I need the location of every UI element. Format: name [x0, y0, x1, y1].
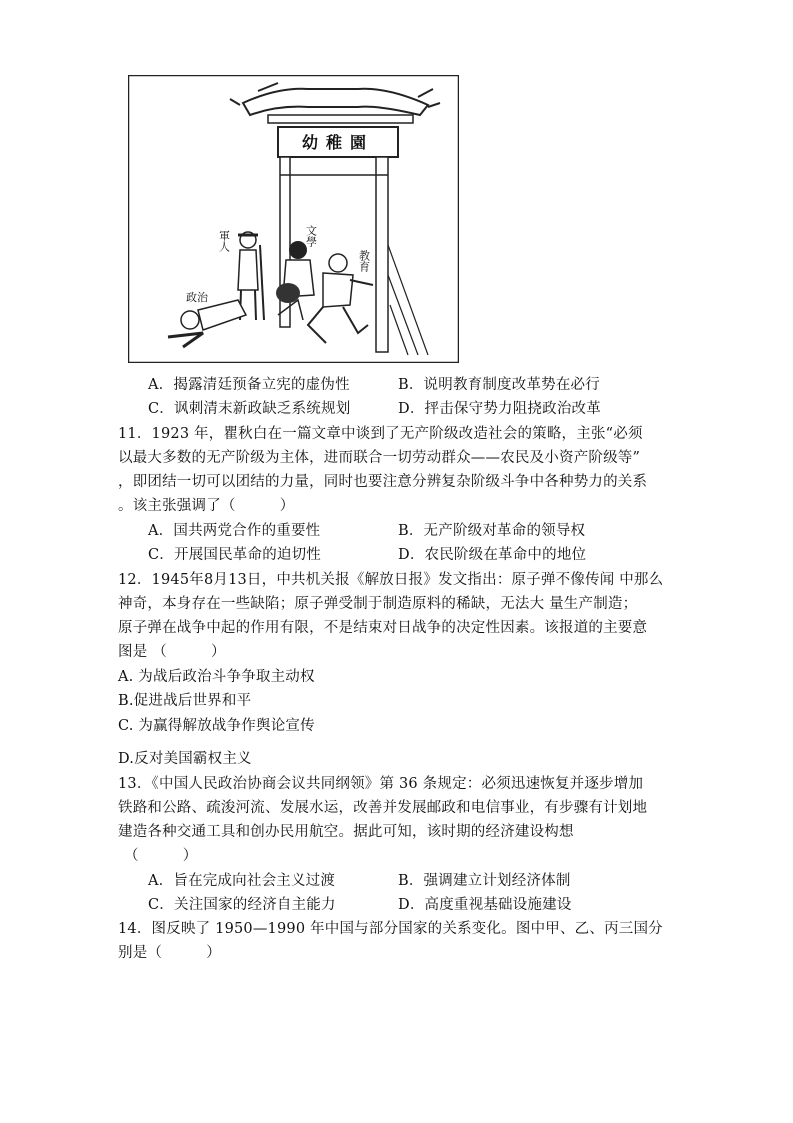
q11-option-d: D．农民阶级在革命中的地位 — [398, 547, 587, 563]
q12-option-b: B.促进战后世界和平 — [118, 693, 252, 709]
q12-option-a: A. 为战后政治斗争争取主动权 — [118, 669, 315, 685]
label-literature: 文學 — [304, 225, 318, 247]
q13-stem-line: 13．《中国人民政治协商会议共同纲领》第 36 条规定：必须迅速恢复并逐步增加 — [118, 776, 644, 792]
q12-stem-line: 图是 （ ） — [118, 644, 226, 660]
q14-stem-line: 别是（ ） — [118, 945, 221, 961]
q12-option-c: C. 为赢得解放战争作舆论宣传 — [118, 718, 315, 734]
q10-option-a: A．揭露清廷预备立宪的虚伪性 — [148, 377, 350, 393]
cartoon-figure — [128, 75, 459, 363]
q10-option-c: C．讽刺清末新政缺乏系统规划 — [148, 401, 351, 417]
q14-stem-line: 14．图反映了 1950—1990 年中国与部分国家的关系变化。图中甲、乙、丙三国分 — [118, 921, 663, 937]
q12-stem-line: 原子弹在战争中起的作用有限，不是结束对日战争的决定性因素。该报道的主要意 — [118, 620, 648, 636]
q11-option-b: B．无产阶级对革命的领导权 — [398, 523, 586, 539]
q11-stem-line: ，即团结一切可以团结的力量，同时也要注意分辨复杂阶级斗争中各种势力的关系 — [118, 474, 648, 490]
q13-stem-line: （ ） — [124, 848, 198, 864]
q11-option-a: A．国共两党合作的重要性 — [148, 523, 321, 539]
q11-stem-line: 以最大多数的无产阶级为主体，进而联合一切劳动群众——农民及小资产阶级等” — [118, 450, 641, 466]
q10-option-b: B．说明教育制度改革势在必行 — [398, 377, 600, 393]
q12-option-d: D.反对美国霸权主义 — [118, 751, 252, 767]
q13-option-d: D．高度重视基础设施建设 — [398, 897, 572, 913]
q12-stem-line: 神奇，本身存在一些缺陷；原子弹受制于制造原料的稀缺，无法大 量生产制造； — [118, 596, 638, 612]
q11-stem-line: 。该主张强调了（ ） — [118, 498, 295, 514]
q12-stem-line: 12．1945年8月13日，中共机关报《解放日报》发文指出：原子弹不像传闻 中那么 — [118, 572, 664, 588]
label-education: 教育 — [357, 250, 371, 272]
q13-stem-line: 铁路和公路、疏浚河流、发展水运，改善并发展邮政和电信事业，有步骤有计划地 — [118, 800, 648, 816]
q13-option-c: C．关注国家的经济自主能力 — [148, 897, 336, 913]
q13-stem-line: 建造各种交通工具和创办民用航空。据此可知，该时期的经济建设构想 — [118, 824, 574, 840]
q11-stem-line: 11．1923 年，瞿秋白在一篇文章中谈到了无产阶级改造社会的策略，主张“必须 — [118, 426, 643, 442]
plaque-text: 幼稚園 — [301, 133, 375, 152]
q13-option-b: B．强调建立计划经济体制 — [398, 873, 571, 889]
q13-option-a: A．旨在完成向社会主义过渡 — [148, 873, 336, 889]
label-politics: 政治 — [186, 291, 208, 304]
q11-option-c: C．开展国民革命的迫切性 — [148, 547, 321, 563]
q10-option-d: D．抨击保守势力阻挠政治改革 — [398, 401, 601, 417]
label-soldier: 軍人 — [217, 230, 231, 252]
